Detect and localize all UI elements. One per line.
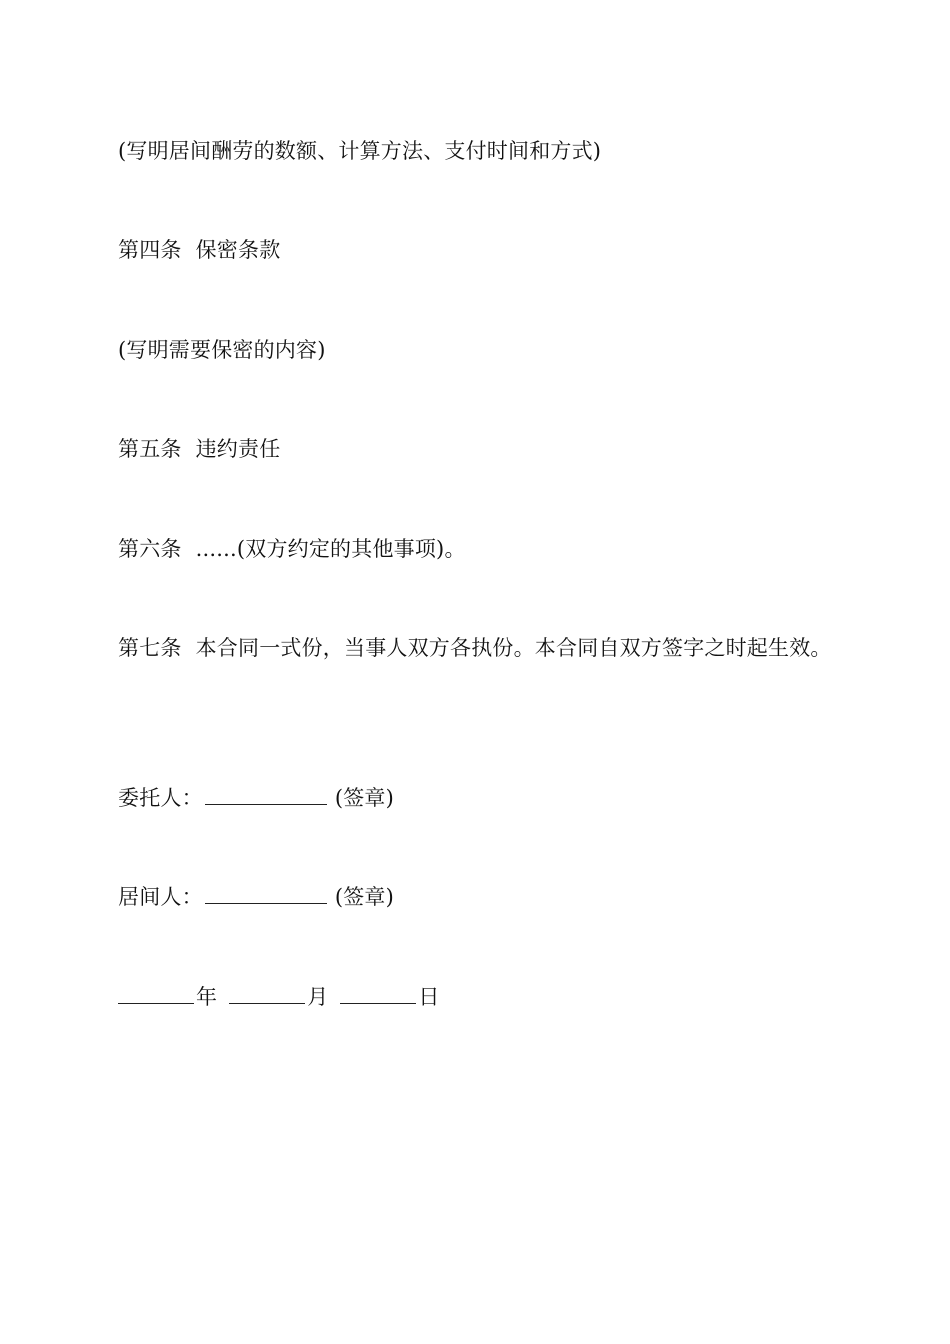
remuneration-note-text: (写明居间酬劳的数额、计算方法、支付时间和方式) xyxy=(118,139,602,163)
article-7 xyxy=(118,635,832,661)
article-5-title: 违约责任 xyxy=(195,437,281,461)
principal-signature-blank[interactable] xyxy=(205,786,327,805)
year-blank[interactable] xyxy=(118,985,194,1004)
article-7-number: 第七条 xyxy=(118,636,182,660)
article-4-heading xyxy=(118,237,280,263)
month-blank[interactable] xyxy=(229,985,305,1004)
principal-label: 委托人： xyxy=(118,786,203,810)
broker-signature-line xyxy=(118,884,394,910)
confidentiality-note-text: (写明需要保密的内容) xyxy=(118,338,326,362)
article-7-text: 本合同一式份，当事人双方各执份。本合同自双方签字之时起生效。 xyxy=(195,636,832,660)
remuneration-note xyxy=(118,138,601,164)
article-6 xyxy=(118,536,466,562)
day-label: 日 xyxy=(418,985,440,1009)
article-5-heading xyxy=(118,436,280,462)
article-6-number: 第六条 xyxy=(118,537,182,561)
article-5-number: 第五条 xyxy=(118,437,182,461)
year-label: 年 xyxy=(196,985,218,1009)
principal-seal: (签章) xyxy=(334,786,394,810)
article-4-title: 保密条款 xyxy=(195,238,281,262)
confidentiality-note xyxy=(118,337,326,363)
broker-seal: (签章) xyxy=(334,885,394,909)
broker-signature-blank[interactable] xyxy=(205,885,327,904)
day-blank[interactable] xyxy=(340,985,416,1004)
article-4-number: 第四条 xyxy=(118,238,182,262)
principal-signature-line xyxy=(118,785,394,811)
month-label: 月 xyxy=(307,985,329,1009)
date-line xyxy=(118,984,440,1010)
article-6-text: ......(双方约定的其他事项)。 xyxy=(195,537,466,561)
broker-label: 居间人： xyxy=(118,885,203,909)
